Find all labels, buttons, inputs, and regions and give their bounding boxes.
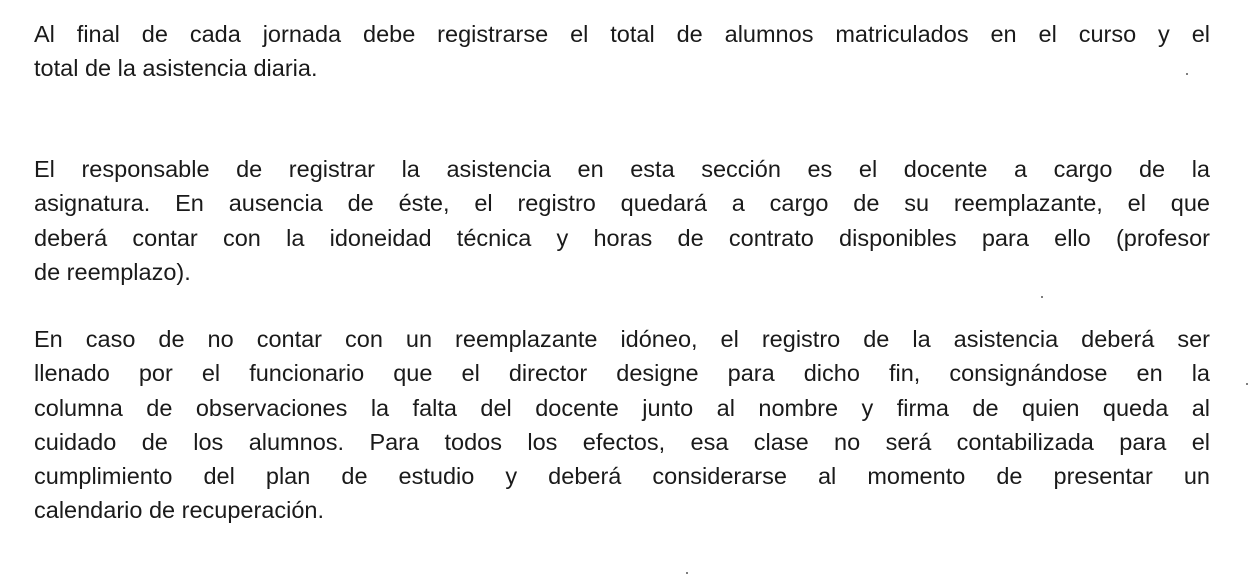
text-line: llenado por el funcionario que el director designe para dicho fin, consignándose en la (34, 360, 1210, 387)
text-line: total de la asistencia diaria. (34, 55, 318, 82)
text-line: de reemplazo). (34, 258, 191, 285)
scan-speck (686, 572, 688, 574)
paragraph-responsible-teacher (34, 152, 1210, 289)
text-line: deberá contar con la idoneidad técnica y horas de contrato disponibles para ello (profesor (34, 224, 1210, 251)
text-line: cuidado de los alumnos. Para todos los efectos, esa clase no será contabilizada para el (34, 428, 1210, 455)
scan-speck (1186, 73, 1188, 75)
text-line: columna de observaciones la falta del docente junto al nombre y firma de quien queda al (34, 394, 1210, 421)
paragraph-no-replacement (34, 322, 1210, 528)
scan-speck (1041, 296, 1043, 298)
text-line: El responsable de registrar la asistencia en esta sección es el docente a cargo de la (34, 156, 1210, 182)
text-line: calendario de recuperación. (34, 497, 325, 524)
text-line: En caso de no contar con un reemplazante idóneo, el registro de la asistencia deberá ser (34, 326, 1210, 352)
text-line: asignatura. En ausencia de éste, el registro quedará a cargo de su reemplazante, el que (34, 190, 1210, 217)
text-line: Al final de cada jornada debe registrarse el total de alumnos matriculados en el curso y el (34, 21, 1210, 47)
scan-speck (1246, 383, 1248, 385)
paragraph-daily-registration (34, 17, 1210, 86)
text-line: cumplimiento del plan de estudio y deberá considerarse al momento de presentar un (34, 463, 1210, 490)
